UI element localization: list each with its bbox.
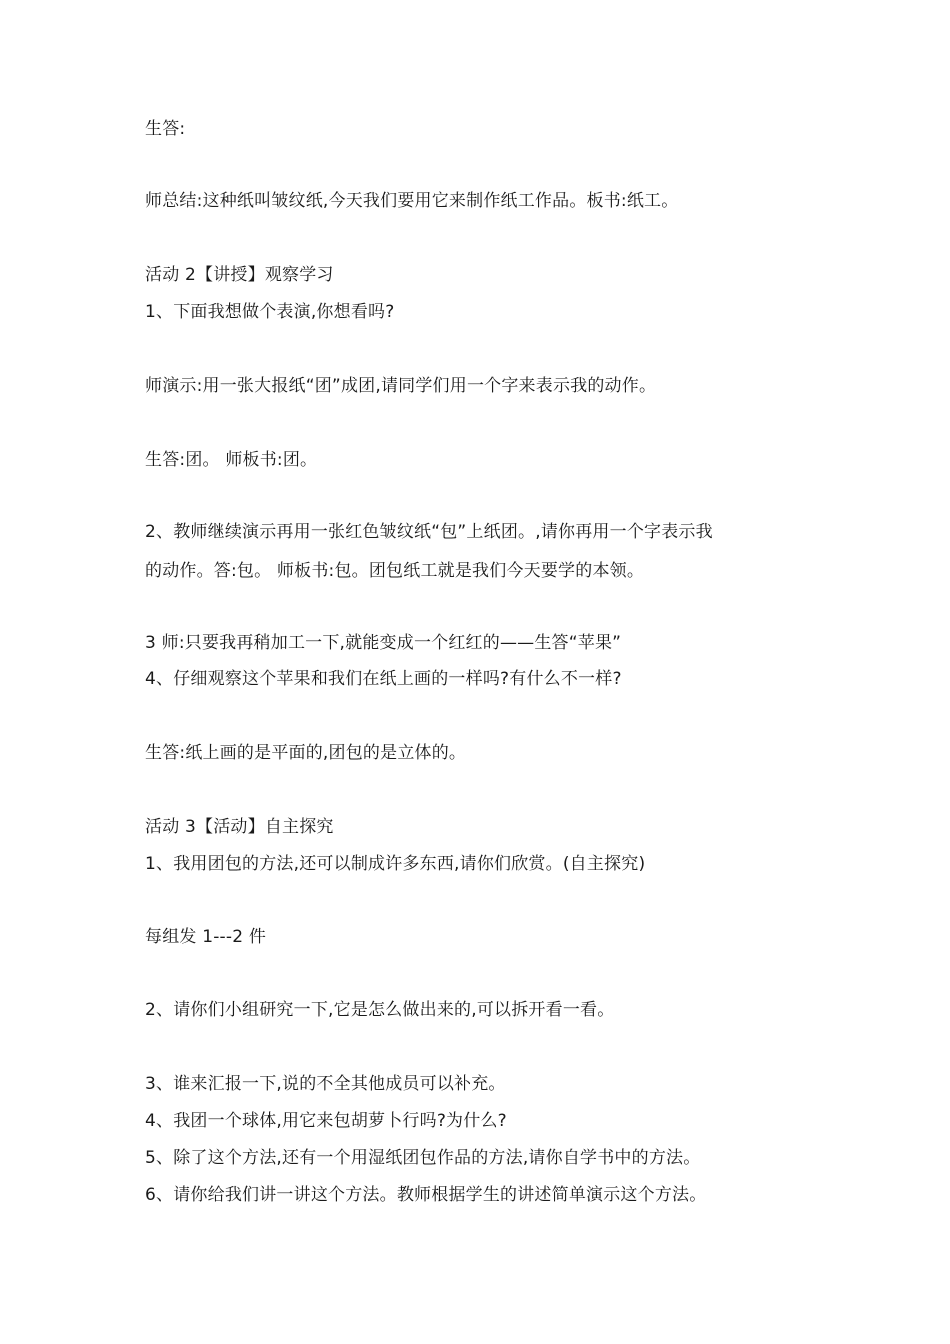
explore-step-4-line: 4、我团一个球体,用它来包胡萝卜行吗?为什么?: [145, 1111, 507, 1131]
explore-step-5-line: 5、除了这个方法,还有一个用湿纸团包作品的方法,请你自学书中的方法。: [145, 1148, 701, 1168]
step-3-line: 3 师:只要我再稍加工一下,就能变成一个红红的——生答“苹果”: [145, 633, 622, 653]
step-2-line: 2、教师继续演示再用一张红色皱纹纸“包”上纸团。,请你再用一个字表示我: [145, 522, 713, 542]
explore-step-6-line: 6、请你给我们讲一讲这个方法。教师根据学生的讲述简单演示这个方法。: [145, 1185, 707, 1205]
step-1-line: 1、下面我想做个表演,你想看吗?: [145, 302, 395, 322]
step-4-line: 4、仔细观察这个苹果和我们在纸上画的一样吗?有什么不一样?: [145, 669, 622, 689]
teacher-summary-line: 师总结:这种纸叫皱纹纸,今天我们要用它来制作纸工作品。板书:纸工。: [145, 191, 679, 211]
group-distribution-line: 每组发 1---2 件: [145, 927, 267, 947]
explore-step-3-line: 3、谁来汇报一下,说的不全其他成员可以补充。: [145, 1074, 506, 1094]
explore-step-2-line: 2、请你们小组研究一下,它是怎么做出来的,可以拆开看一看。: [145, 1000, 615, 1020]
student-answer-tuan-line: 生答:团。 师板书:团。: [145, 450, 318, 470]
student-answer-3d-line: 生答:纸上画的是平面的,团包的是立体的。: [145, 743, 467, 763]
explore-step-1-line: 1、我用团包的方法,还可以制成许多东西,请你们欣赏。(自主探究): [145, 854, 646, 874]
activity-3-heading: 活动 3【活动】自主探究: [145, 817, 334, 837]
step-2-continuation-line: 的动作。答:包。 师板书:包。团包纸工就是我们今天要学的本领。: [145, 561, 645, 581]
student-answer-line: 生答:: [145, 119, 186, 139]
activity-2-heading: 活动 2【讲授】观察学习: [145, 265, 334, 285]
teacher-demo-line: 师演示:用一张大报纸“团”成团,请同学们用一个字来表示我的动作。: [145, 376, 657, 396]
